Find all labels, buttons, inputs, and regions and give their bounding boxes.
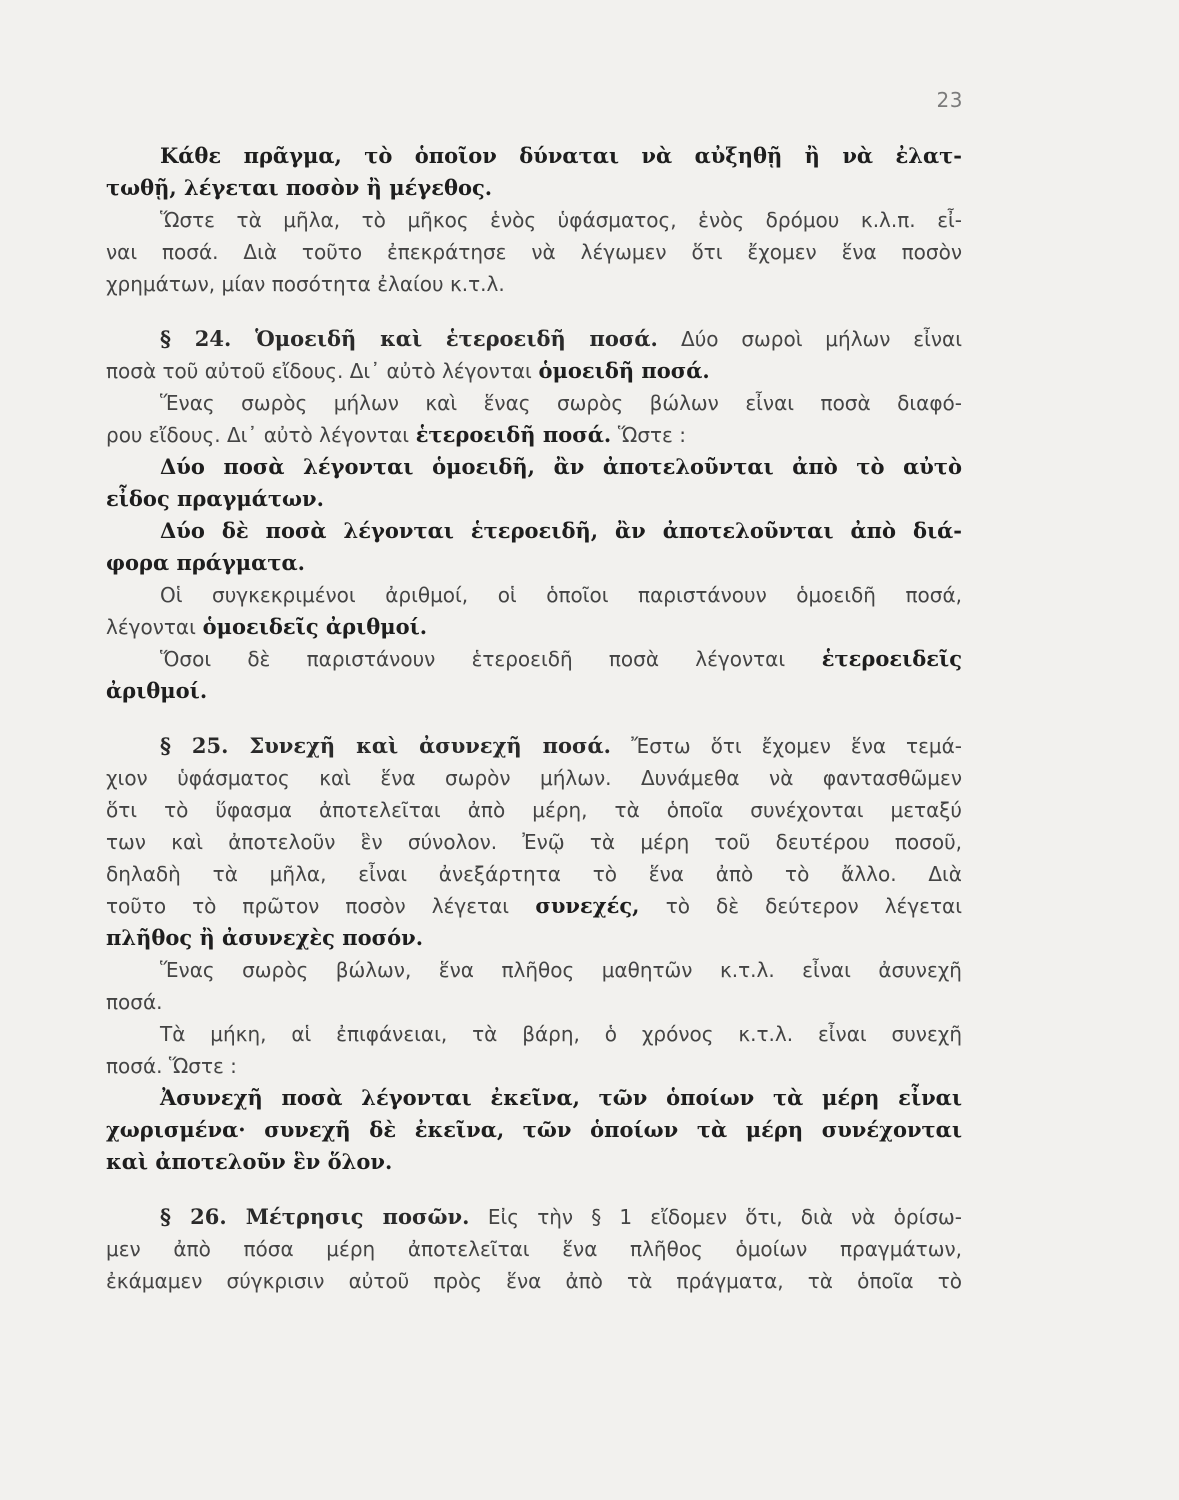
- page-body: [106, 140, 962, 1297]
- section-25-line-8: Ἕνας σωρὸς βώλων, ἕνα πλῆθος μαθητῶν κ.τ.λ. εἶναι ἀσυνεχῆ: [160, 958, 962, 982]
- section-25-definition-line-2: χωρισμένα· συνεχῆ δὲ ἐκεῖνα, τῶν ὁποίων τὰ μέρη συνέχονται: [106, 1117, 962, 1142]
- section-25-line-4: των καὶ ἀποτελοῦν ἓν σύνολον. Ἐνῷ τὰ μέρη τοῦ δευτέρου ποσοῦ,: [106, 830, 962, 854]
- paragraph-gap: [106, 707, 962, 730]
- section-24-definition-1-line-1: Δύο ποσὰ λέγονται ὁμοειδῆ, ἂν ἀποτελοῦνται ἀπὸ τὸ αὐτὸ: [160, 454, 962, 479]
- section-25-line-2: χιον ὑφάσματος καὶ ἕνα σωρὸν μήλων. Δυνάμεθα νὰ φαντασθῶμεν: [106, 766, 962, 790]
- section-24-definition-2-line-2: φορα πράγματα.: [106, 550, 305, 575]
- intro-line-1: Κάθε πρᾶγμα, τὸ ὁποῖον δύναται νὰ αὐξηθῇ ἢ νὰ ἐλατ-: [160, 143, 962, 168]
- section-26-line-2: μεν ἀπὸ πόσα μέρη ἀποτελεῖται ἕνα πλῆθος ὁμοίων πραγμάτων,: [106, 1237, 962, 1261]
- section-24-line-9: Οἱ συγκεκριμένοι ἀριθμοί, οἱ ὁποῖοι παριστάνουν ὁμοειδῆ ποσά,: [160, 583, 962, 607]
- section-26-line-3: ἐκάμαμεν σύγκρισιν αὐτοῦ πρὸς ἕνα ἀπὸ τὰ πράγματα, τὰ ὁποῖα τὸ: [106, 1269, 962, 1293]
- section-25-line-5: δηλαδὴ τὰ μῆλα, εἶναι ἀνεξάρτητα τὸ ἕνα ἀπὸ τὸ ἄλλο. Διὰ: [106, 862, 962, 886]
- section-24-line-4: ρου εἴδους. Δι᾽ αὐτὸ λέγονται ἑτεροειδῆ ποσά. Ὥστε :: [106, 422, 686, 447]
- section-25-line-11: ποσά. Ὥστε :: [106, 1054, 237, 1078]
- section-25-line-10: Τὰ μήκη, αἱ ἐπιφάνειαι, τὰ βάρη, ὁ χρόνος κ.τ.λ. εἶναι συνεχῆ: [160, 1022, 962, 1046]
- paragraph-gap: [106, 300, 962, 323]
- section-24-line-1: § 24. Ὁμοειδῆ καὶ ἑτεροειδῆ ποσά. Δύο σωροὶ μήλων εἶναι: [160, 326, 962, 351]
- section-25-line-9: ποσά.: [106, 990, 163, 1014]
- section-24-definition-1-line-2: εἶδος πραγμάτων.: [106, 486, 324, 511]
- intro-line-4: ναι ποσά. Διὰ τοῦτο ἐπεκράτησε νὰ λέγωμεν ὅτι ἔχομεν ἕνα ποσὸν: [106, 240, 962, 264]
- section-25-line-1: § 25. Συνεχῆ καὶ ἀσυνεχῆ ποσά. Ἔστω ὅτι ἔχομεν ἕνα τεμά-: [160, 733, 962, 758]
- section-24-heading: § 24. Ὁμοειδῆ καὶ ἑτεροειδῆ ποσά.: [160, 326, 658, 351]
- section-24-line-11: Ὅσοι δὲ παριστάνουν ἑτεροειδῆ ποσὰ λέγονται ἑτεροειδεῖς: [160, 646, 962, 671]
- intro-line-2: τωθῇ, λέγεται ποσὸν ἢ μέγεθος.: [106, 175, 493, 200]
- section-25-definition-line-1: Ἀσυνεχῆ ποσὰ λέγονται ἐκεῖνα, τῶν ὁποίων τὰ μέρη εἶναι: [160, 1085, 962, 1110]
- section-24-line-12: ἀριθμοί.: [106, 678, 208, 703]
- section-26-heading: § 26. Μέτρησις ποσῶν.: [160, 1204, 470, 1229]
- section-25-line-3: ὅτι τὸ ὕφασμα ἀποτελεῖται ἀπὸ μέρη, τὰ ὁποῖα συνέχονται μεταξύ: [106, 798, 962, 822]
- intro-line-5: χρημάτων, μίαν ποσότητα ἐλαίου κ.τ.λ.: [106, 272, 505, 296]
- section-24-line-3: Ἕνας σωρὸς μήλων καὶ ἕνας σωρὸς βώλων εἶναι ποσὰ διαφό-: [160, 391, 962, 415]
- section-26-line-1: § 26. Μέτρησις ποσῶν. Εἰς τὴν § 1 εἴδομεν ὅτι, διὰ νὰ ὁρίσω-: [160, 1204, 962, 1229]
- section-25-definition-line-3: καὶ ἀποτελοῦν ἓν ὅλον.: [106, 1149, 393, 1174]
- section-25-line-7: πλῆθος ἢ ἀσυνεχὲς ποσόν.: [106, 925, 424, 950]
- section-24-line-10: λέγονται ὁμοειδεῖς ἀριθμοί.: [106, 614, 428, 639]
- section-24-line-2: ποσὰ τοῦ αὐτοῦ εἴδους. Δι᾽ αὐτὸ λέγονται ὁμοειδῆ ποσά.: [106, 358, 710, 383]
- paragraph-gap: [106, 1178, 962, 1201]
- section-25-heading: § 25. Συνεχῆ καὶ ἀσυνεχῆ ποσά.: [160, 733, 611, 758]
- section-25-line-6: τοῦτο τὸ πρῶτον ποσὸν λέγεται συνεχές, τὸ δὲ δεύτερον λέγεται: [106, 893, 962, 918]
- intro-line-3: Ὥστε τὰ μῆλα, τὸ μῆκος ἑνὸς ὑφάσματος, ἑνὸς δρόμου κ.λ.π. εἶ-: [160, 208, 962, 232]
- section-24-definition-2-line-1: Δύο δὲ ποσὰ λέγονται ἑτεροειδῆ, ἂν ἀποτελοῦνται ἀπὸ διά-: [160, 518, 962, 543]
- page-number: 23: [936, 88, 963, 112]
